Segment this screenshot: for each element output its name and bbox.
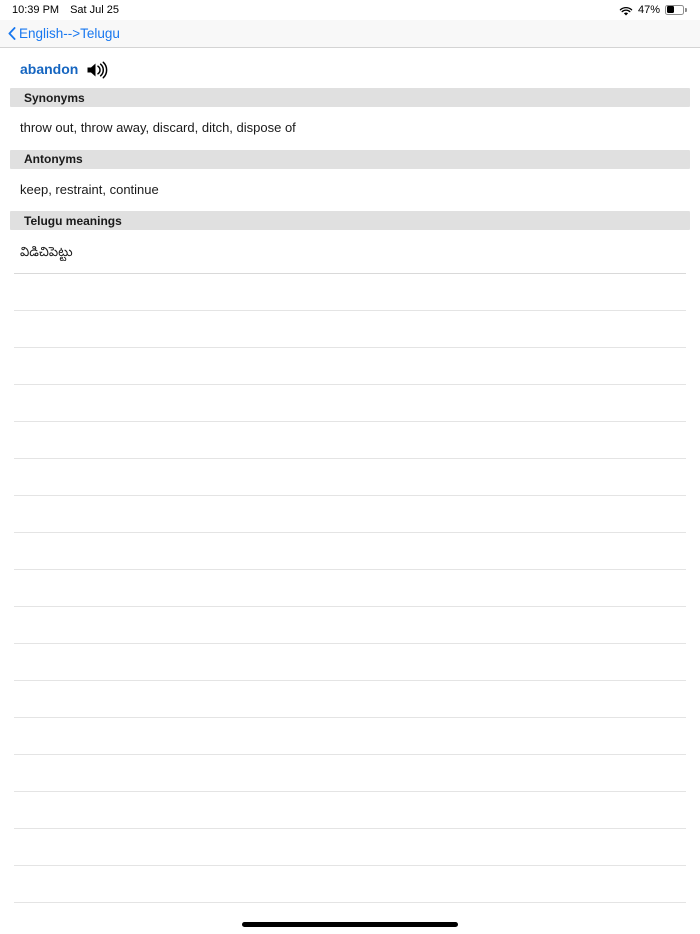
list-item	[14, 273, 686, 310]
home-indicator-area	[0, 914, 700, 934]
status-bar-right	[619, 4, 688, 16]
list-item	[14, 347, 686, 384]
battery-icon	[665, 5, 688, 16]
list-item	[14, 569, 686, 606]
section-header-antonyms: Antonyms	[10, 150, 690, 169]
list-item	[14, 717, 686, 754]
section-body-antonyms: keep, restraint, continue	[20, 181, 159, 197]
headword: abandon	[20, 61, 79, 77]
word-entry-row	[0, 48, 700, 88]
section-header-telugu-meanings: Telugu meanings	[10, 211, 690, 230]
status-time: 10:39 PM	[12, 4, 60, 16]
home-indicator[interactable]	[242, 922, 458, 927]
list-item	[14, 606, 686, 643]
section-header-synonyms: Synonyms	[10, 88, 690, 107]
list-item	[14, 495, 686, 532]
list-item	[14, 643, 686, 680]
section-body-telugu-meanings: విడిచిపెట్టు	[20, 244, 73, 260]
list-item	[14, 791, 686, 828]
list-item	[14, 828, 686, 865]
list-item	[14, 421, 686, 458]
battery-percent-label: 47%	[637, 4, 660, 16]
list-item	[14, 384, 686, 421]
list-item	[14, 532, 686, 569]
section-body-synonyms: throw out, throw away, discard, ditch, dispose of	[20, 120, 296, 135]
navigation-bar	[0, 20, 700, 48]
list-item	[14, 310, 686, 347]
list-item	[14, 865, 686, 902]
status-bar	[0, 0, 700, 20]
empty-rows-list	[0, 273, 700, 914]
list-item	[14, 754, 686, 791]
dictionary-content	[0, 48, 700, 914]
list-item	[14, 680, 686, 717]
chevron-left-icon	[8, 27, 16, 40]
status-date: Sat Jul 25	[70, 4, 120, 16]
status-bar-left	[12, 4, 119, 16]
back-button-label: English-->Telugu	[19, 26, 120, 41]
list-item	[14, 458, 686, 495]
speaker-icon[interactable]	[86, 61, 108, 79]
back-button[interactable]	[8, 26, 120, 41]
list-item	[14, 902, 686, 914]
wifi-icon	[619, 6, 633, 17]
